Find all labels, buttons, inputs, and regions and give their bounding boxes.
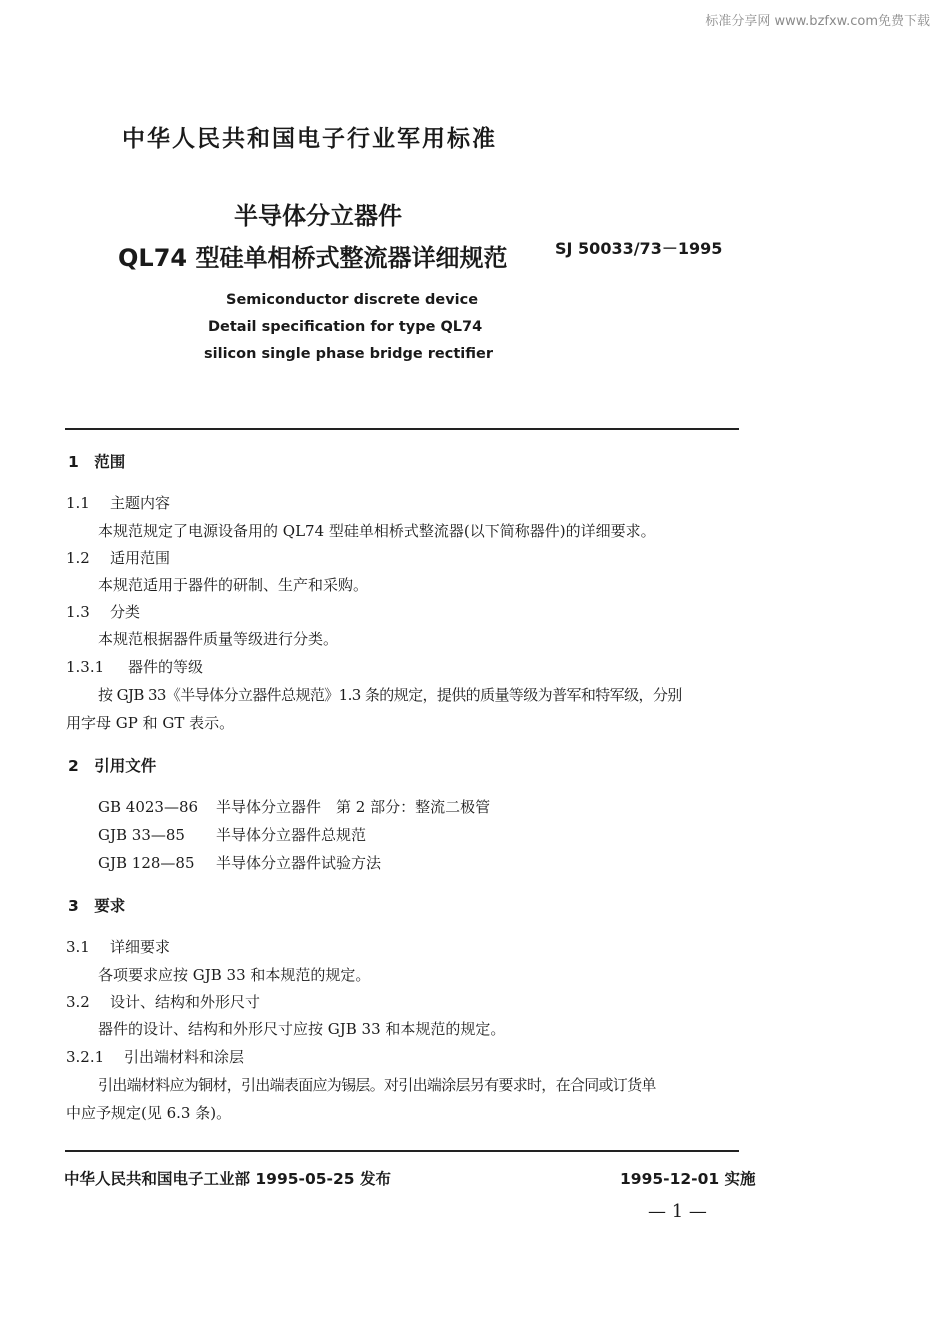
clause-3-2-text: 器件的设计、结构和外形尺寸应按 GJB 33 和本规范的规定。 bbox=[98, 1020, 506, 1038]
section-2-heading: 2 引用文件 bbox=[68, 757, 157, 775]
section-1-heading: 1 范围 bbox=[68, 453, 126, 471]
reference-name: 半导体分立器件总规范 bbox=[216, 826, 367, 844]
clause-title: 适用范围 bbox=[110, 549, 171, 567]
reference-item bbox=[98, 852, 381, 873]
clause-3-1-heading bbox=[66, 936, 170, 957]
clause-title: 分类 bbox=[110, 603, 141, 621]
clause-number: 1.3 bbox=[66, 603, 90, 621]
reference-code: GJB 128—85 bbox=[98, 854, 195, 872]
clause-title: 设计、结构和外形尺寸 bbox=[110, 993, 261, 1011]
clause-title: 详细要求 bbox=[110, 938, 171, 956]
english-title-line1: Semiconductor discrete device bbox=[226, 292, 479, 308]
clause-3-2-heading bbox=[66, 991, 260, 1012]
reference-name: 半导体分立器件试验方法 bbox=[216, 854, 382, 872]
clause-title: 主题内容 bbox=[110, 494, 171, 512]
reference-name: 半导体分立器件 第 2 部分：整流二极管 bbox=[216, 798, 491, 816]
clause-3-2-1-text-line2: 中应予规定(见 6.3 条)。 bbox=[66, 1104, 232, 1122]
issue-info: 中华人民共和国电子工业部 1995-05-25 发布 bbox=[64, 1170, 391, 1188]
reference-item bbox=[98, 824, 366, 845]
section-3-heading: 3 要求 bbox=[68, 897, 126, 915]
page-number: — 1 — bbox=[648, 1201, 707, 1222]
reference-code: GJB 33—85 bbox=[98, 826, 185, 844]
clause-1-3-text: 本规范根据器件质量等级进行分类。 bbox=[98, 630, 339, 648]
clause-3-1-text: 各项要求应按 GJB 33 和本规范的规定。 bbox=[98, 966, 371, 984]
clause-number: 3.1 bbox=[66, 938, 90, 956]
clause-1-2-heading bbox=[66, 547, 170, 568]
english-title-line3: silicon single phase bridge rectifier bbox=[204, 346, 493, 362]
clause-title: 引出端材料和涂层 bbox=[124, 1048, 245, 1066]
clause-1-3-heading bbox=[66, 601, 140, 622]
clause-1-1-text: 本规范规定了电源设备用的 QL74 型硅单相桥式整流器(以下简称器件)的详细要求。 bbox=[98, 522, 656, 540]
clause-1-3-1-text-line1: 按 GJB 33《半导体分立器件总规范》1.3 条的规定，提供的质量等级为普军和特军级，分别 bbox=[98, 686, 682, 704]
clause-number: 1.1 bbox=[66, 494, 90, 512]
clause-number: 3.2.1 bbox=[66, 1048, 105, 1066]
clause-number: 1.2 bbox=[66, 549, 90, 567]
standard-category-heading: 中华人民共和国电子行业军用标准 bbox=[122, 126, 497, 152]
clause-title: 器件的等级 bbox=[128, 658, 204, 676]
clause-number: 1.3.1 bbox=[66, 658, 105, 676]
clause-1-3-1-heading bbox=[66, 656, 203, 677]
clause-3-2-1-heading bbox=[66, 1046, 244, 1067]
clause-1-1-heading bbox=[66, 492, 170, 513]
watermark-text: 标准分享网 www.bzfxw.com免费下载 bbox=[705, 14, 930, 29]
clause-1-3-1-text-line2: 用字母 GP 和 GT 表示。 bbox=[66, 714, 235, 732]
reference-code: GB 4023—86 bbox=[98, 798, 199, 816]
reference-item bbox=[98, 796, 490, 817]
document-title-line1: 半导体分立器件 bbox=[234, 202, 402, 230]
clause-1-2-text: 本规范适用于器件的研制、生产和采购。 bbox=[98, 576, 369, 594]
clause-number: 3.2 bbox=[66, 993, 90, 1011]
clause-3-2-1-text-line1: 引出端材料应为铜材，引出端表面应为锡层。对引出端涂层另有要求时，在合同或订货单 bbox=[98, 1076, 656, 1094]
header-divider bbox=[65, 428, 739, 430]
english-title-line2: Detail specification for type QL74 bbox=[208, 319, 483, 335]
document-title-line2: QL74 型硅单相桥式整流器详细规范 bbox=[118, 244, 508, 272]
standard-number: SJ 50033/73－1995 bbox=[555, 239, 723, 258]
footer-divider bbox=[65, 1150, 739, 1152]
effective-date: 1995-12-01 实施 bbox=[620, 1170, 756, 1188]
